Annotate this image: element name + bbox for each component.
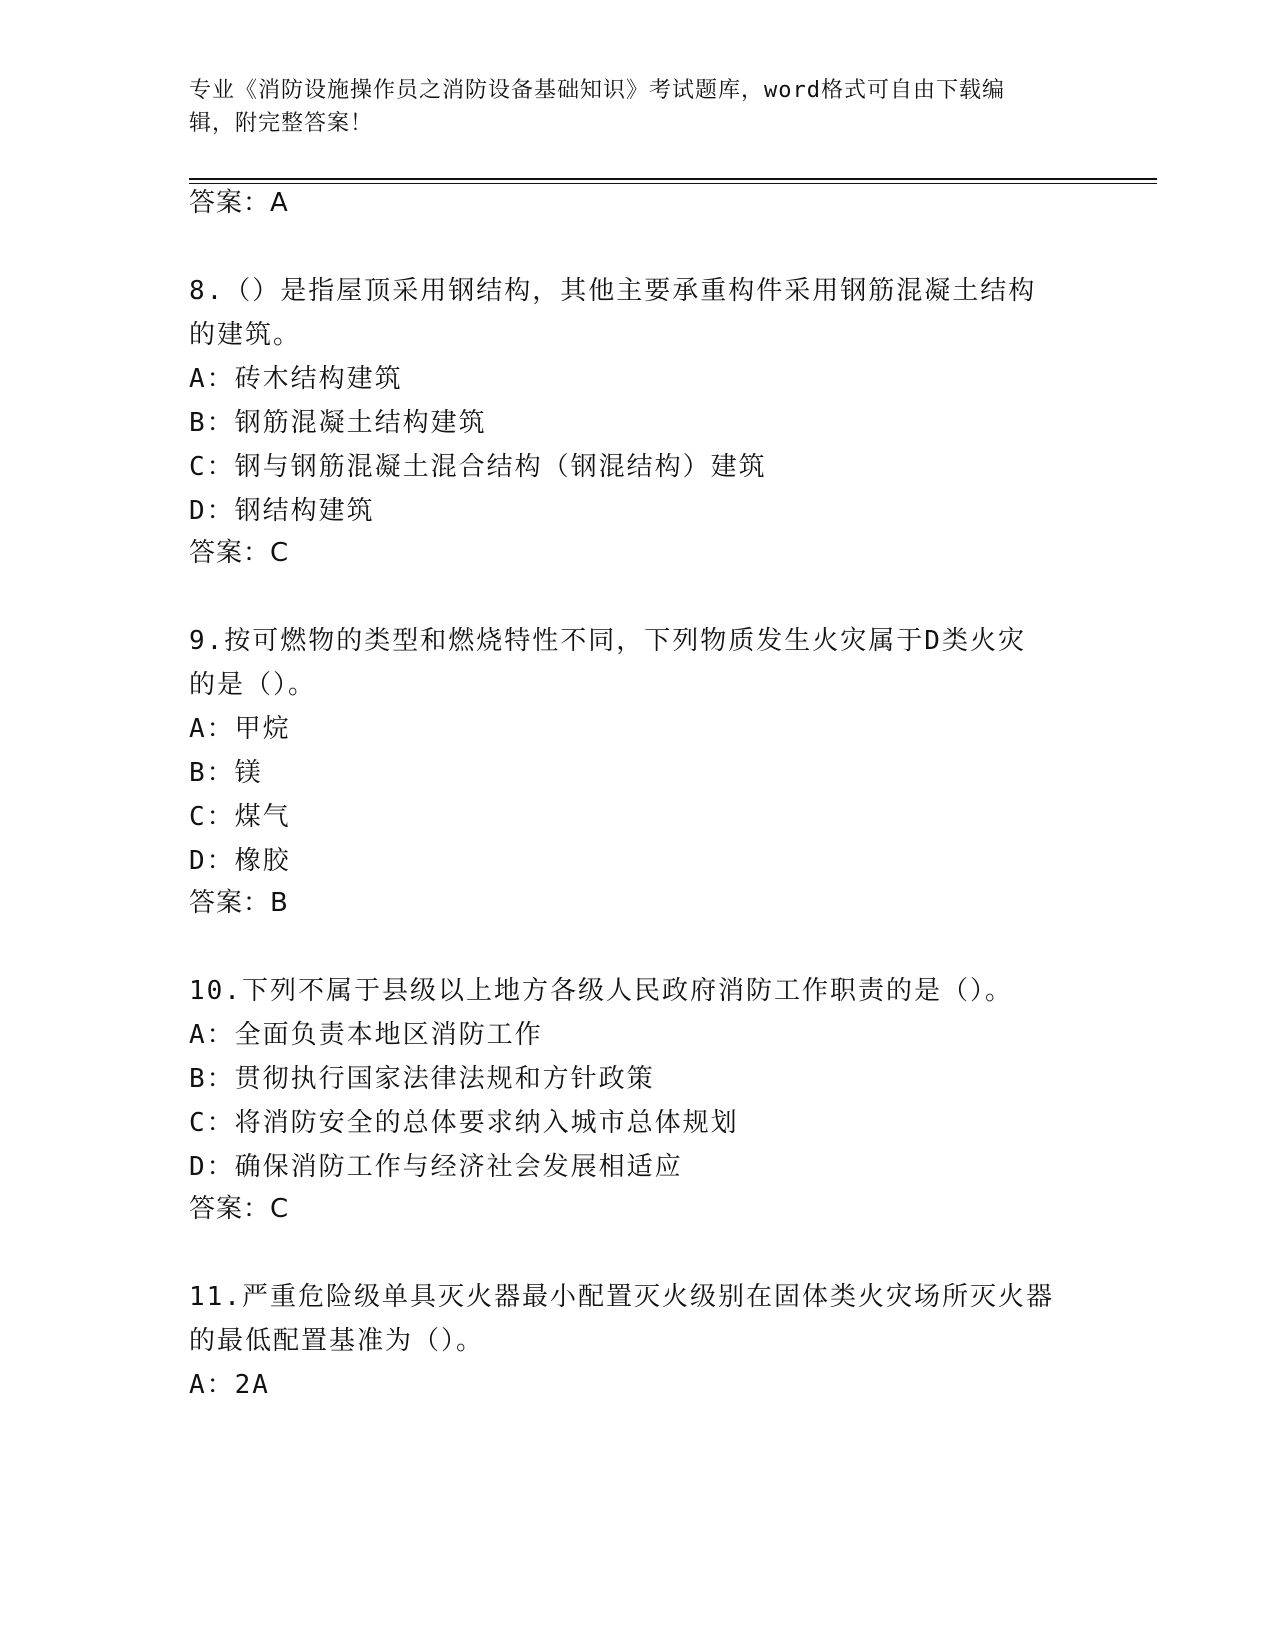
option-a: A：砖木结构建筑: [189, 364, 403, 394]
option-d: D：橡胶: [189, 846, 291, 876]
question-stem-cont: 的是（）。: [189, 670, 317, 700]
option-c: C：将消防安全的总体要求纳入城市总体规划: [189, 1108, 739, 1138]
question-stem: 11.严重危险级单具灭火器最小配置灭火级别在固体类火灾场所灭火器: [189, 1282, 1054, 1312]
option-b: B：钢筋混凝土结构建筑: [189, 408, 487, 438]
answer-line: 答案：C: [189, 1194, 290, 1224]
option-b: B：镁: [189, 758, 263, 788]
question-stem-cont: 的建筑。: [189, 320, 302, 350]
header-rule-thin: [189, 183, 1157, 184]
header-line-2: 辑，附完整答案！: [189, 111, 374, 136]
answer-line: 答案：A: [189, 188, 289, 218]
option-a: A：2A: [189, 1370, 270, 1400]
answer-line: 答案：C: [189, 538, 290, 568]
option-a: A：甲烷: [189, 714, 291, 744]
document-header: [189, 74, 1069, 140]
option-c: C：煤气: [189, 802, 291, 832]
option-b: B：贯彻执行国家法律法规和方针政策: [189, 1064, 655, 1094]
option-c: C：钢与钢筋混凝土混合结构（钢混结构）建筑: [189, 452, 767, 482]
answer-line: 答案：B: [189, 888, 289, 918]
option-d: D：确保消防工作与经济社会发展相适应: [189, 1152, 683, 1182]
question-stem-cont: 的最低配置基准为（）。: [189, 1326, 485, 1356]
question-stem: 9.按可燃物的类型和燃烧特性不同，下列物质发生火灾属于D类火灾: [189, 626, 1026, 656]
option-d: D：钢结构建筑: [189, 496, 375, 526]
header-line-1: 专业《消防设施操作员之消防设备基础知识》考试题库，word格式可自由下载编: [189, 78, 1005, 103]
header-rule-thick: [189, 178, 1157, 180]
option-a: A：全面负责本地区消防工作: [189, 1020, 543, 1050]
question-stem: 8.（）是指屋顶采用钢结构，其他主要承重构件采用钢筋混凝土结构: [189, 276, 1037, 306]
question-stem: 10.下列不属于县级以上地方各级人民政府消防工作职责的是（）。: [189, 976, 1013, 1006]
